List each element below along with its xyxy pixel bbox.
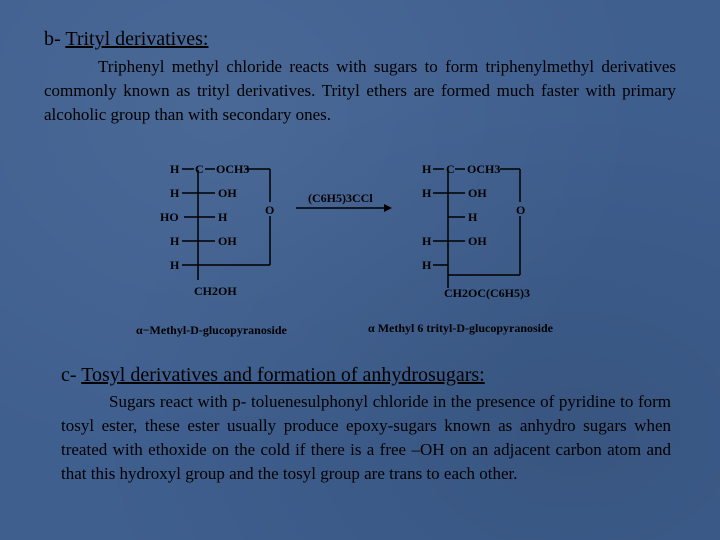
right-c1-left-h: H [422,162,432,176]
left-c4-right: OH [218,234,237,248]
right-c2-right: OH [468,186,487,200]
right-c6: CH2OC(C6H5)3 [444,286,530,300]
section-b-heading [44,28,208,51]
section-b-prefix: b- [44,28,66,50]
right-c3-right: H [468,210,478,224]
left-c1-center: C [195,162,204,176]
left-c1-right: OCH3 [216,162,250,176]
reaction-arrow-group [296,191,392,212]
section-c-paragraph: Sugars react with p- toluenesulphonyl chloride in the presence of pyridine to form tosyl ester, these ester usually produce epoxy-sugars known as anhydro sugars when treated with ethoxide on the cold if there is a free –OH on an adjacent carbon atom and that this hydroxyl group and the tosyl group are trans to each other. [61,392,671,483]
left-c2-left: H [170,186,180,200]
left-caption: α−Methyl-D-glucopyranoside [136,323,287,337]
section-c-heading [61,364,485,387]
right-structure [368,162,554,335]
left-c2-right: OH [218,186,237,200]
left-ring-oxygen: O [265,203,275,217]
left-c1-left-h: H [170,162,180,176]
right-c2-left: H [422,186,432,200]
section-c-title: Tosyl derivatives and formation of anhydrosugars: [81,364,485,386]
left-c3-right: H [218,210,228,224]
reagent-label: (C6H5)3CCl [308,191,373,205]
right-c1-right: OCH3 [467,162,501,176]
arrow-head-icon [384,204,392,212]
left-c5-left: H [170,258,180,272]
left-structure [136,162,288,337]
right-c5-left: H [422,258,432,272]
right-ring-oxygen: O [516,203,526,217]
section-c-prefix: c- [61,364,82,386]
section-b-title: Trityl derivatives: [65,28,209,50]
reaction-diagram [0,150,720,350]
right-c4-right: OH [468,234,487,248]
right-caption: α Methyl 6 trityl-D-glucopyranoside [368,321,554,335]
right-c1-center: C [446,162,455,176]
left-c4-left: H [170,234,180,248]
left-c3-left: HO [160,210,179,224]
left-c6: CH2OH [194,284,237,298]
section-b-paragraph: Triphenyl methyl chloride reacts with sugars to form triphenylmethyl derivatives commonly known as trityl derivatives. Trityl ethers are formed much faster with primary alcoholic group than with secondary ones. [44,57,676,124]
right-c4-left: H [422,234,432,248]
